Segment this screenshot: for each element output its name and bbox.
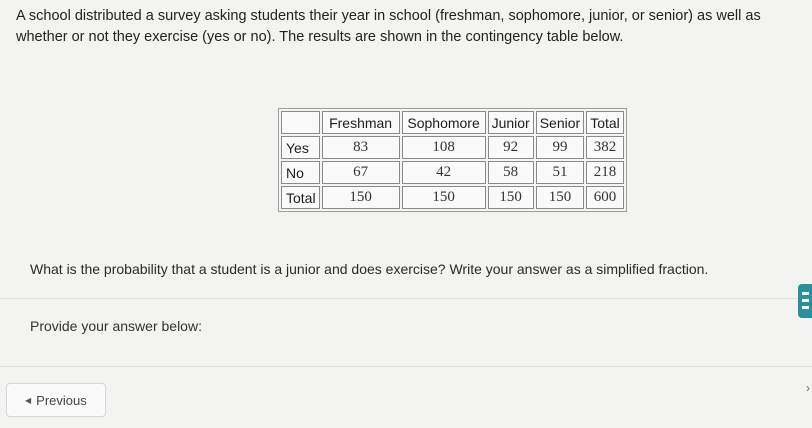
cell-total-senior: 150 xyxy=(536,186,584,209)
list-icon[interactable] xyxy=(798,284,812,318)
previous-button[interactable] xyxy=(6,383,106,417)
table-row-no xyxy=(281,161,624,184)
cell-no-senior: 51 xyxy=(536,161,584,184)
column-header-sophomore: Sophomore xyxy=(402,111,486,134)
cell-no-junior: 58 xyxy=(488,161,534,184)
previous-button-label: Previous xyxy=(36,392,87,408)
column-header-junior: Junior xyxy=(488,111,534,134)
intro-line-1: A school distributed a survey asking students their year in school (freshman, sophomore, junior, or senior) as well as xyxy=(16,8,761,24)
cell-total-junior: 150 xyxy=(488,186,534,209)
row-header-yes: Yes xyxy=(281,136,320,159)
column-header-freshman: Freshman xyxy=(322,111,400,134)
cell-no-freshman: 67 xyxy=(322,161,400,184)
cell-no-total: 218 xyxy=(586,161,624,184)
question-text: What is the probability that a student is a junior and does exercise? Write your answer as a simplified fraction. xyxy=(30,261,709,277)
table-corner-cell xyxy=(281,111,320,134)
column-header-senior: Senior xyxy=(536,111,584,134)
problem-intro xyxy=(16,6,796,48)
next-button-edge[interactable]: › xyxy=(806,381,810,395)
table-header-row xyxy=(281,111,624,134)
contingency-table-container xyxy=(278,108,627,212)
cell-yes-freshman: 83 xyxy=(322,136,400,159)
row-header-total: Total xyxy=(281,186,320,209)
cell-no-sophomore: 42 xyxy=(402,161,486,184)
cell-total-total: 600 xyxy=(586,186,624,209)
table-row-yes xyxy=(281,136,624,159)
divider xyxy=(0,298,812,299)
table-row-total xyxy=(281,186,624,209)
divider xyxy=(0,366,812,367)
cell-yes-total: 382 xyxy=(586,136,624,159)
cell-yes-junior: 92 xyxy=(488,136,534,159)
chevron-left-icon: ◀ xyxy=(25,395,32,405)
cell-total-freshman: 150 xyxy=(322,186,400,209)
answer-prompt: Provide your answer below: xyxy=(30,318,202,334)
cell-total-sophomore: 150 xyxy=(402,186,486,209)
cell-yes-sophomore: 108 xyxy=(402,136,486,159)
intro-line-2: whether or not they exercise (yes or no). The results are shown in the contingency table below. xyxy=(16,29,624,45)
column-header-total: Total xyxy=(586,111,624,134)
row-header-no: No xyxy=(281,161,320,184)
cell-yes-senior: 99 xyxy=(536,136,584,159)
contingency-table xyxy=(278,108,627,212)
